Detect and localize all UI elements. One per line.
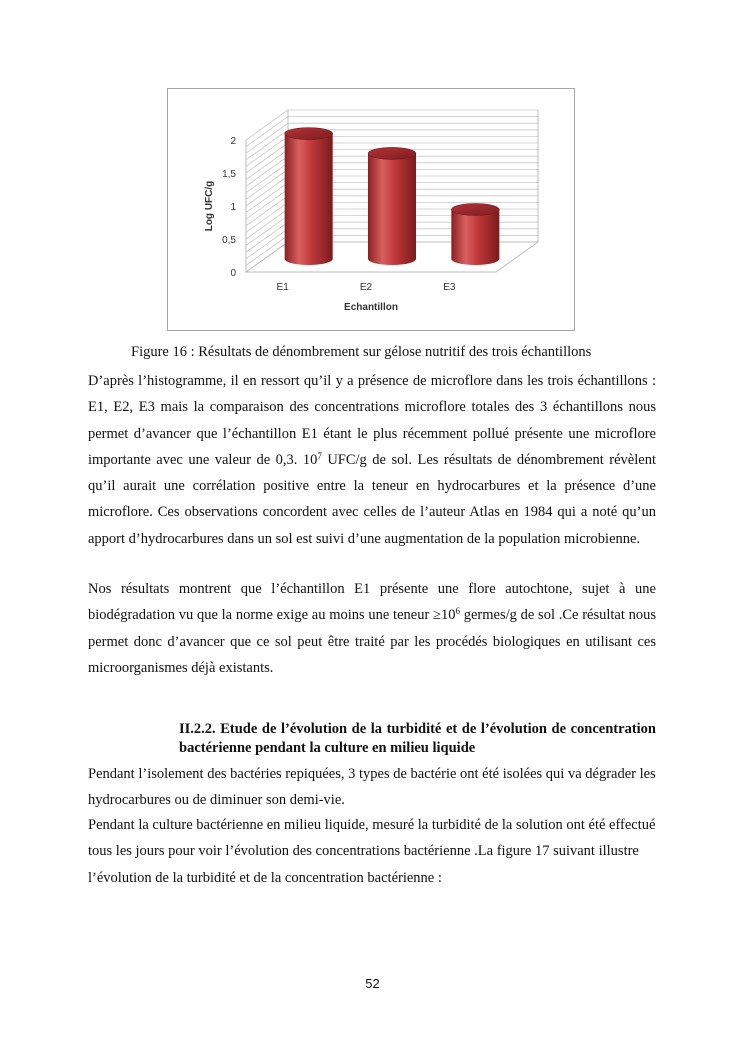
paragraph-2-exponent: 6 [455,606,460,617]
paragraph-1 [88,368,656,552]
gridline-side [246,117,288,147]
paragraph-2-text-a: Nos résultats montrent que l’échantillon E1 présente une flore autochtone, sujet à une biodégradation vu que la norme exige au moins une teneur ≥10 [88,581,656,624]
y-tick-label: 1 [230,202,236,213]
paragraph-4 [88,812,656,891]
bar-E1 [285,134,333,265]
gridline-side [246,163,288,193]
gridline-side [246,235,288,265]
y-tick-label: 2 [230,136,236,147]
gridline-side [246,183,288,213]
bar-chart [168,89,574,330]
section-heading: II.2.2. Etude de l’évolution de la turbidité et de l’évolution de concentration bactérienne pendant la culture en milieu liquide [179,721,656,756]
gridline-side [246,150,288,180]
paragraph-1-text-b: UFC/g de sol. Les résultats de dénombrement révèlent qu’il aurait une corrélation positive entre la teneur en hydrocarbures et la présence d’une microflore. Ces observations concordent avec celles de l’auteur Atlas en 1984 qui a noté qu’un apport d’hydrocarbures dans un sol est suivi d’une augmentation de la population microbienne. [88,451,656,547]
paragraph-3-text: Pendant l’isolement des bactéries repiquées, 3 types de bactérie ont été isolées qui va dégrader les hydrocarbures ou de diminuer son demi-vie. [88,766,656,809]
gridline-side [246,216,288,246]
gridline-side [246,222,288,252]
y-axis-label: Log UFC/g [204,180,215,232]
gridline-side [246,189,288,219]
paragraph-1-exponent: 7 [317,450,322,461]
x-axis-label: Echantillon [344,302,398,313]
gridline-side [246,202,288,232]
gridline-side [246,176,288,206]
gridline-side [246,169,288,199]
gridline-side [246,123,288,153]
gridline-side [246,209,288,239]
paragraph-1-text-a: D’après l’histogramme, il en ressort qu’il y a présence de microflore dans les trois échantillons : E1, E2, E3 mais la comparaison des concentrations microflore totales des 3 échantillons nous permet d’avancer que l’échantillon E1 étant le plus récemment pollué présente une microflore importante avec une valeur de 0,3. 10 [88,373,656,468]
paragraph-4-text: Pendant la culture bactérienne en milieu liquide, mesuré la turbidité de la solution ont été effectué tous les jours pour voir l’évolution des concentrations bactérienne .La figure 17 suivant illustre l’évolution de la turbidité et de la concentration bactérienne : [88,817,656,886]
gridline-side [246,130,288,160]
gridline-side [246,136,288,166]
chart-container [167,88,575,331]
paragraph-3 [88,761,656,814]
bar-top-E2 [368,147,416,159]
bar-E3 [451,210,499,266]
gridline-side [246,229,288,259]
paragraph-2 [88,576,656,681]
y-tick-label: 0 [230,268,236,279]
figure-caption: Figure 16 : Résultats de dénombrement sur gélose nutritif des trois échantillons [131,344,592,360]
gridline-side [246,143,288,173]
x-tick-label: E2 [359,282,373,293]
y-tick-label: 0,5 [222,235,236,246]
paragraph-2-text-b: germes/g de sol .Ce résultat nous permet donc d’avancer que ce sol peut être traité par les procédés biologiques en utilisant ces microorganismes déjà existants. [88,607,657,676]
x-tick-label: E1 [276,282,289,293]
gridline-side [246,110,288,140]
bar-top-E1 [285,128,333,140]
gridline-side [246,156,288,186]
gridline-side [246,196,288,226]
y-tick-label: 1,5 [222,169,236,180]
bar-E2 [368,153,416,265]
x-tick-label: E3 [443,282,456,293]
bar-top-E3 [451,204,499,216]
page-number: 52 [365,976,380,991]
